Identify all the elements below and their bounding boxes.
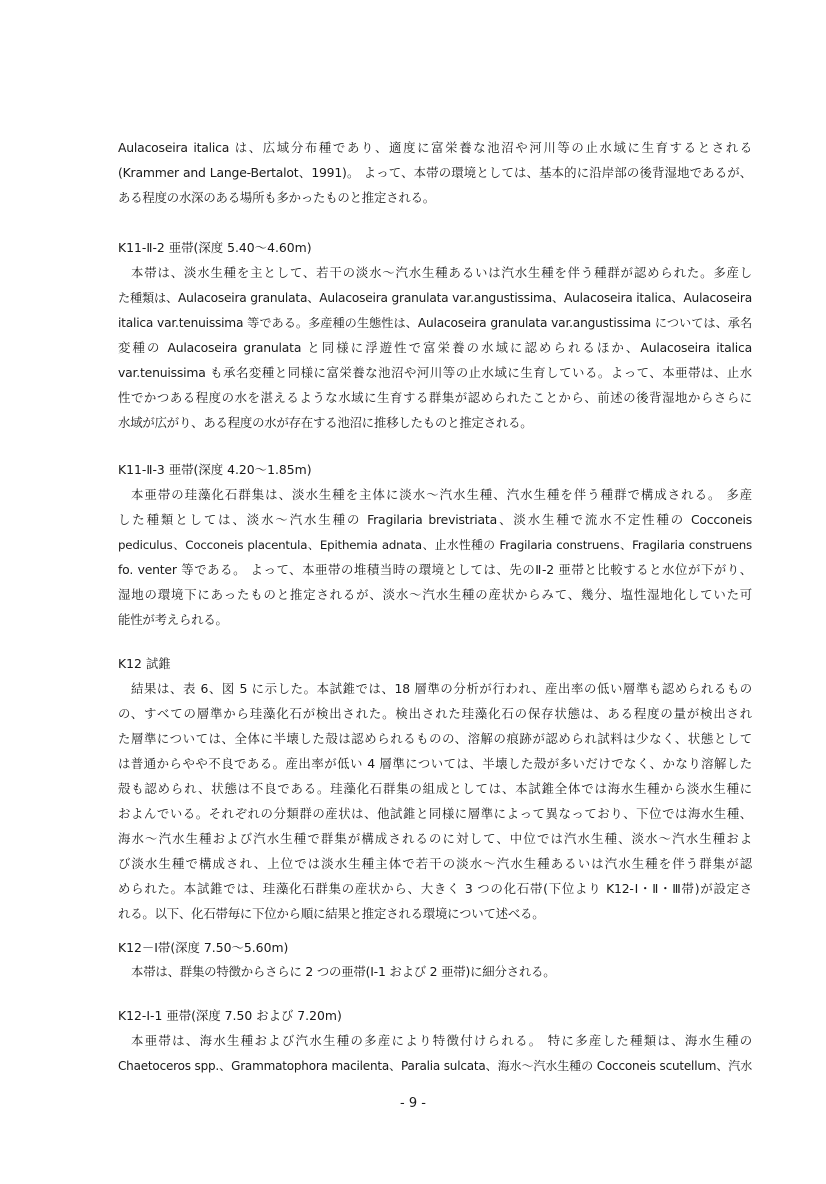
paragraph-line: 海水～汽水生種および汽水生種で群集が構成されるのに対して、中位では汽水生種、淡水～汽水生種およ — [118, 831, 752, 846]
paragraph-line: pediculus、Cocconeis placentula、Epithemia adnata、止水性種の Fragilaria construens、Fragilaria construens — [118, 538, 752, 552]
section-heading: K11-Ⅱ-3 亜帯(深度 4.20～1.85m) — [118, 462, 312, 477]
paragraph-line: 水域が広がり、ある程度の水が存在する池沼に推移したものと推定される。 — [118, 415, 533, 430]
paragraph-line: 結果は、表 6、図 5 に示した。本試錐では、18 層準の分析が行われ、産出率の低い層準も認められるもの — [131, 681, 752, 696]
paragraph-line: た種類は、Aulacoseira granulata、Aulacoseira granulata var.angustissima、Aulacoseira italica、Aulacoseira — [118, 291, 752, 305]
paragraph-line: 湿地の環境下にあったものと推定されるが、淡水～汽水生種の産状からみて、幾分、塩性湿地化していた可 — [118, 587, 752, 602]
paragraph-line: の、すべての層準から珪藻化石が検出された。検出された珪藻化石の保存状態は、ある程度の量が検出され — [118, 706, 752, 721]
paragraph-line: (Krammer and Lange-Bertalot、1991)。 よって、本帯の環境としては、基本的に沿岸部の後背湿地であるが、 — [118, 165, 752, 180]
paragraph-line: 本帯は、淡水生種を主として、若干の淡水～汽水生種あるいは汽水生種を伴う種群が認められた。多産し — [131, 265, 752, 280]
paragraph-line: 能性が考えられる。 — [118, 612, 228, 627]
paragraph-line: 殻も認められ、状態は不良である。珪藻化石群集の組成としては、本試錐全体では海水生種から淡水生種に — [118, 781, 752, 796]
page-number: - 9 - — [400, 1096, 426, 1111]
paragraph-line: した種類としては、淡水～汽水生種の Fragilaria brevistriata、淡水生種で流水不定性種の Cocconeis — [118, 512, 752, 527]
paragraph-line: fo. venter 等である。 よって、本亜帯の堆積当時の環境としては、先のⅡ-2 亜帯と比較すると水位が下がり、 — [118, 562, 752, 577]
paragraph-line: 変種の Aulacoseira granulata と同様に浮遊性で富栄養の水域に認められるほか、Aulacoseira italica — [118, 340, 752, 355]
section-heading: K12－Ⅰ帯(深度 7.50～5.60m) — [118, 940, 289, 955]
paragraph-line: Aulacoseira italica は、広域分布種であり、適度に富栄養な池沼や河川等の止水域に生育するとされる — [118, 140, 752, 155]
paragraph-line: れる。以下、化石帯毎に下位から順に結果と推定される環境について述べる。 — [118, 906, 545, 921]
section-heading: K12 試錐 — [118, 656, 171, 671]
paragraph-line: Chaetoceros spp.、Grammatophora macilenta、Paralia sulcata、海水～汽水生種の Cocconeis scutellum、汽水 — [118, 1059, 752, 1073]
paragraph-line: 本帯は、群集の特徴からさらに 2 つの亜帯(Ⅰ-1 および 2 亜帯)に細分される。 — [131, 964, 556, 979]
paragraph-line: 性でかつある程度の水を湛えるような水域に生育する群集が認められたことから、前述の後背湿地からさらに — [118, 390, 752, 405]
paragraph-line: およんでいる。それぞれの分類群の産状は、他試錐と同様に層準によって異なっており、下位では海水生種、 — [118, 806, 752, 821]
paragraph-line: 本亜帯の珪藻化石群集は、淡水生種を主体に淡水～汽水生種、汽水生種を伴う種群で構成される。 多産 — [131, 487, 752, 502]
section-heading: K11-Ⅱ-2 亜帯(深度 5.40～4.60m) — [118, 240, 312, 255]
paragraph-line: ある程度の水深のある場所も多かったものと推定される。 — [118, 190, 435, 205]
paragraph-line: 本亜帯は、海水生種および汽水生種の多産により特徴付けられる。 特に多産した種類は、海水生種の — [131, 1033, 752, 1048]
paragraph-line: var.tenuissima も承名変種と同様に富栄養な池沼や河川等の止水域に生育している。よって、本亜帯は、止水 — [118, 365, 752, 380]
paragraph-line: められた。本試錐では、珪藻化石群集の産状から、大きく 3 つの化石帯(下位より K12-Ⅰ・Ⅱ・Ⅲ帯)が設定さ — [118, 881, 752, 896]
paragraph-line: italica var.tenuissima 等である。多産種の生態性は、Aulacoseira granulata var.angustissima については、承名 — [118, 316, 752, 330]
section-heading: K12-Ⅰ-1 亜帯(深度 7.50 および 7.20m) — [118, 1008, 342, 1023]
paragraph-line: は普通からやや不良である。産出率が低い 4 層準については、半壊した殻が多いだけでなく、かなり溶解した — [118, 756, 752, 771]
paragraph-line: び淡水生種で構成され、上位では淡水生種主体で若干の淡水～汽水生種あるいは汽水生種を伴う群集が認 — [118, 856, 752, 871]
paragraph-line: た層準については、全体に半壊した殻は認められるものの、溶解の痕跡が認められ試料は少なく、状態として — [118, 731, 752, 746]
